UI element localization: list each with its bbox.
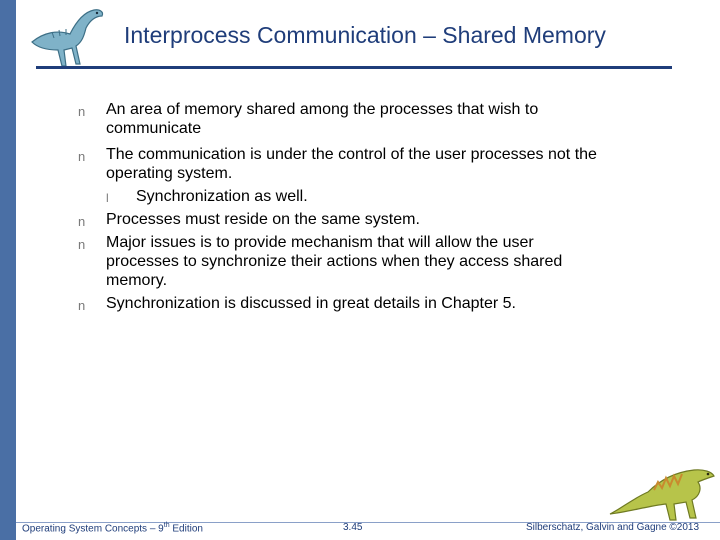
bullet-marker: n xyxy=(78,237,86,252)
bullet-text: An area of memory shared among the processes that wish to communicate xyxy=(106,101,539,137)
bullet-list xyxy=(78,100,598,313)
footer-copyright: Silberschatz, Galvin and Gagne ©2013 xyxy=(526,522,700,533)
sub-bullet-marker: l xyxy=(106,191,109,205)
bullet-text: Major issues is to provide mechanism that will allow the user processes to synchronize their actions when they access shared memory. xyxy=(106,234,563,289)
bullet-item xyxy=(78,294,598,313)
footer-book-title-suffix: Edition xyxy=(169,523,203,535)
bullet-item xyxy=(78,210,598,229)
left-accent-band xyxy=(0,0,16,540)
dinosaur-mascot-icon xyxy=(604,458,720,524)
bullet-text: Synchronization is discussed in great details in Chapter 5. xyxy=(106,295,516,312)
bullet-text: The communication is under the control of the user processes not the operating system. xyxy=(106,146,597,182)
sub-bullet-item xyxy=(78,187,598,206)
slide-title: Interprocess Communication – Shared Memory xyxy=(124,22,606,48)
bullet-marker: n xyxy=(78,104,86,119)
bullet-item xyxy=(78,233,598,290)
bullet-marker: n xyxy=(78,298,86,313)
footer-book-title xyxy=(22,522,203,534)
bullet-marker: n xyxy=(78,214,86,229)
sub-bullet-text: Synchronization as well. xyxy=(136,188,308,205)
footer-book-title-text: Operating System Concepts – 9 xyxy=(22,523,164,535)
bullet-item xyxy=(78,100,598,138)
dinosaur-logo-icon xyxy=(24,2,114,72)
bullet-marker: n xyxy=(78,149,86,164)
footer-book-title-sup: th xyxy=(163,522,170,529)
page-number: 3.45 xyxy=(343,522,363,533)
bullet-item xyxy=(78,145,598,183)
title-divider xyxy=(36,66,672,69)
bullet-text: Processes must reside on the same system. xyxy=(106,211,420,228)
